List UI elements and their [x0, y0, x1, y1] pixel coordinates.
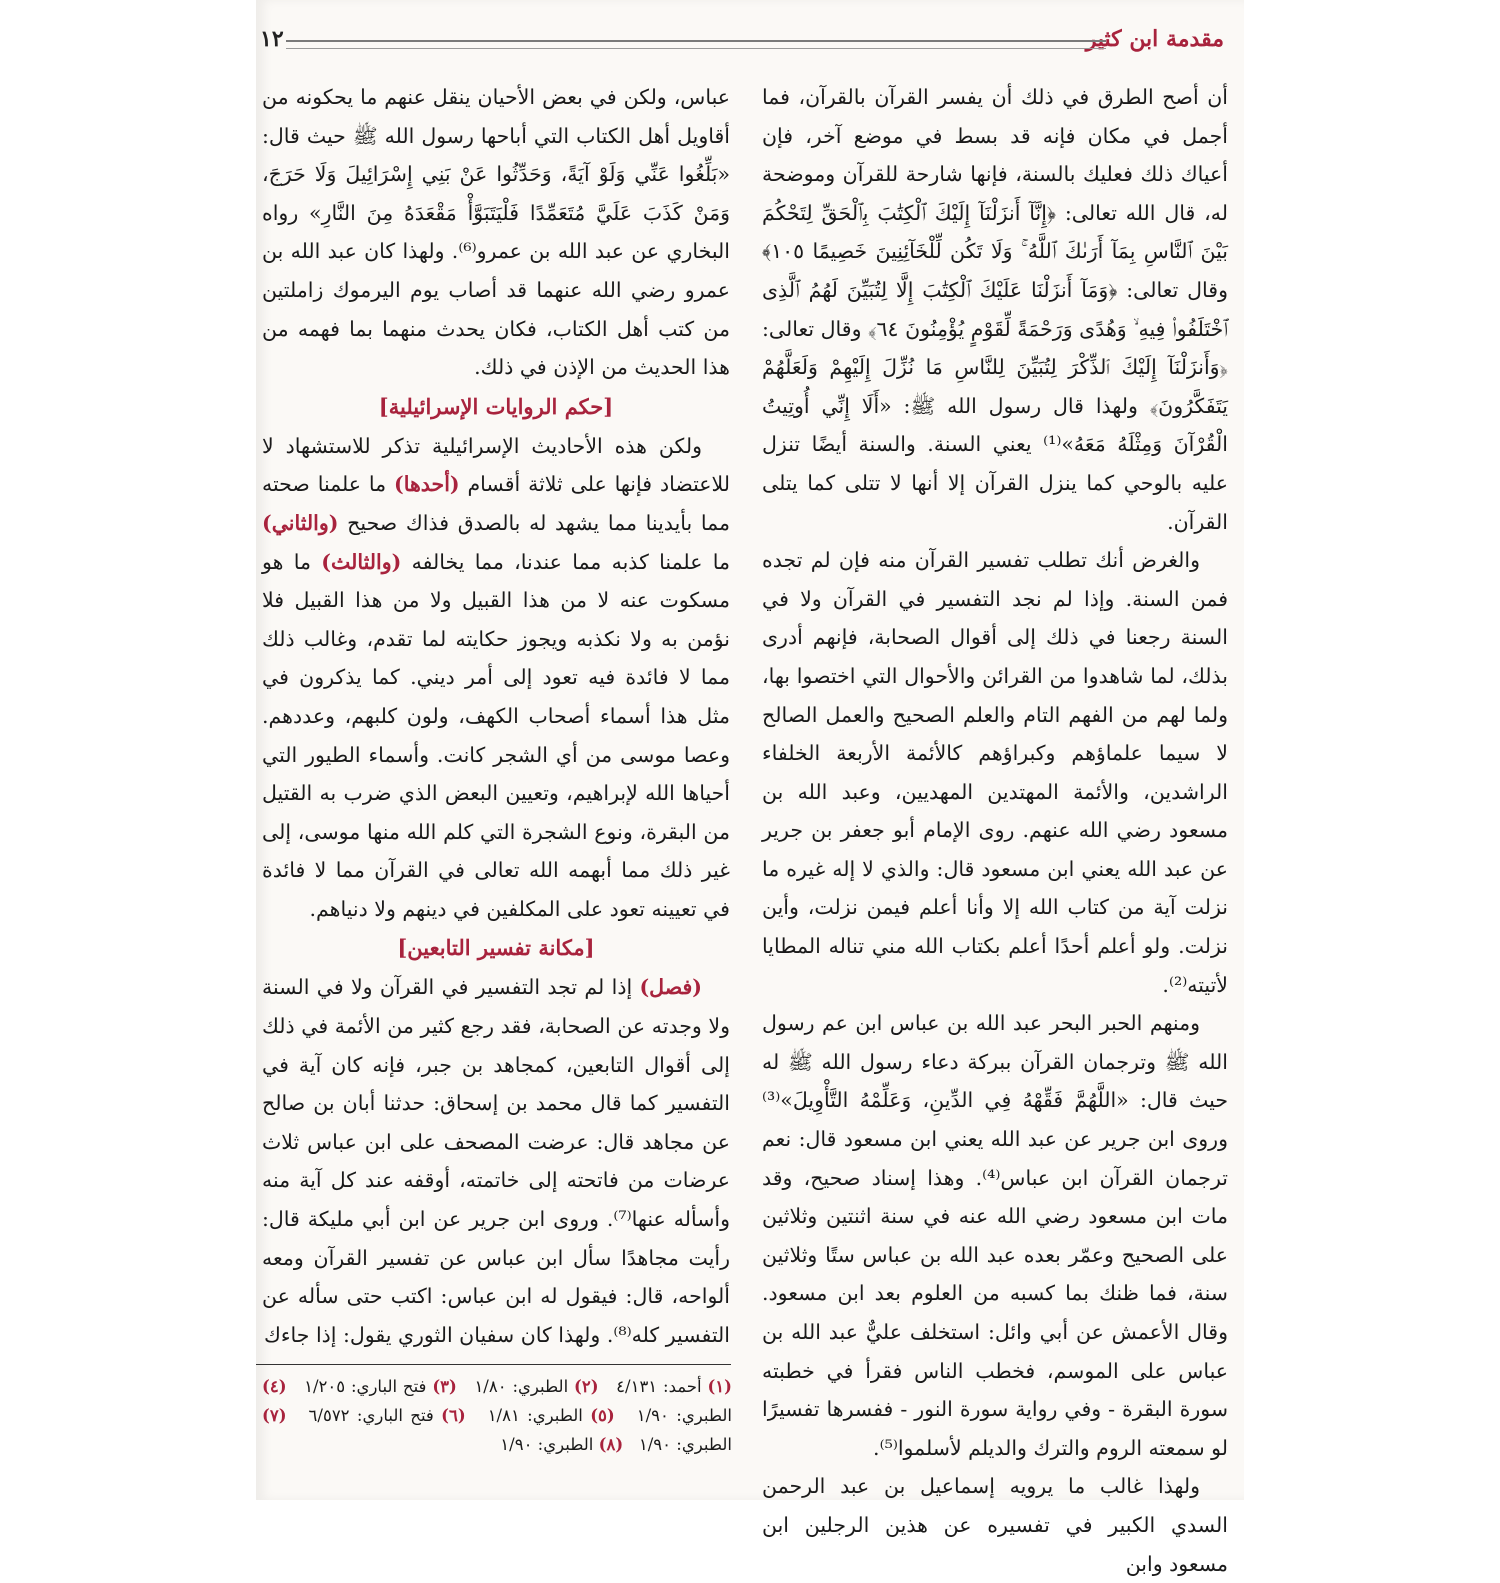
footnote-number: (٥) [590, 1406, 615, 1425]
paragraph [262, 427, 730, 929]
footnote-text: الطبري: ١/٩٠ [636, 1406, 732, 1425]
page-header [256, 26, 1244, 60]
running-title: مقدمة ابن كثير [1085, 26, 1224, 52]
footnotes [262, 1372, 732, 1459]
paragraph: عباس، ولكن في بعض الأحيان ينقل عنهم ما يحكونه من أقاويل أهل الكتاب التي أباحها رسول الله ﷺ حيث قال: «بَلِّغُوا عَنِّي وَلَوْ آيَةً، وَحَدِّثُوا عَنْ بَنِي إِسْرَائِيلَ وَلَا حَرَجَ، وَمَنْ كَذَبَ عَلَيَّ مُتَعَمِّدًا فَلْيَتَبَوَّأْ مَقْعَدَهُ مِنَ النَّارِ» رواه البخاري عن عبد الله بن عمرو⁽⁶⁾. ولهذا كان عبد الله بن عمرو رضي الله عنهما قد أصاب يوم اليرموك زاملتين من كتب أهل الكتاب، فكان يحدث منهما بما فهمه من هذا الحديث من الإذن في ذلك. [262, 85, 730, 380]
footnote-text: فتح الباري: ١/٢٠٥ [304, 1377, 427, 1396]
footnote-number: (٨) [598, 1435, 624, 1454]
keyword-fasl: (فصل) [639, 975, 702, 1000]
page-number: ١٢ [260, 26, 284, 52]
footnote-text: أحمد: ٤/١٣١ [616, 1377, 702, 1396]
footnote-text: الطبري: ١/٨١ [487, 1406, 583, 1425]
footnote-number: (١) [707, 1377, 732, 1396]
paragraph [262, 968, 730, 1354]
footnote-number: (٤) [262, 1377, 287, 1396]
book-page [256, 0, 1244, 1576]
footnote-number: (٧) [262, 1406, 287, 1425]
footnote-number: (٢) [574, 1377, 599, 1396]
text-run: ما علمنا صحته مما بأيدينا مما يشهد له بالصدق فذاك صحيح [262, 472, 730, 535]
footnote-number: (٣) [432, 1377, 457, 1396]
paragraph: والغرض أنك تطلب تفسير القرآن منه فإن لم تجده فمن السنة. وإذا لم نجد التفسير في القرآن ولا في السنة رجعنا في ذلك إلى أقوال الصحابة، فإنهم أدرى بذلك، لما شاهدوا من القرائن والأحوال التي اختصوا بها، ولما لهم من الفهم التام والعلم الصحيح والعمل الصالح لا سيما علماؤهم وكبراؤهم كالأئمة الأربعة الخلفاء الراشدين، والأئمة المهتدين المهديين، وعبد الله بن مسعود رضي الله عنهم. روى الإمام أبو جعفر بن جرير عن عبد الله يعني ابن مسعود قال: والذي لا إله غيره ما نزلت آية من كتاب الله إلا وأنا أعلم فيمن نزلت، وأين نزلت. ولو أعلم أحدًا أعلم بكتاب الله مني تناله المطايا لأتيته⁽²⁾. [762, 548, 1228, 997]
footnote-number: (٦) [441, 1406, 466, 1425]
footnote-text: الطبري: ١/٨٠ [474, 1377, 569, 1396]
footnote-text: فتح الباري: ٦/٥٧٢ [308, 1406, 434, 1425]
right-column [762, 78, 1228, 1583]
footnote-line [262, 1372, 732, 1459]
footnote-text: الطبري: ١/٩٠ [500, 1435, 594, 1454]
header-rule [286, 40, 1106, 49]
text-run: إذا لم تجد التفسير في القرآن ولا في السنة ولا وجدته عن الصحابة، فقد رجع كثير من الأئمة في ذلك إلى أقوال التابعين، كمجاهد بن جبر، فإنه كان آية في التفسير كما قال محمد بن إسحاق: حدثنا أبان بن صالح عن مجاهد قال: عرضت المصحف على ابن عباس ثلاث عرضات من فاتحته إلى خاتمته، أوقفه عند كل آية منه وأسأله عنها⁽⁷⁾. وروى ابن جرير عن ابن أبي مليكة قال: رأيت مجاهدًا سأل ابن عباس عن تفسير القرآن ومعه ألواحه، قال: فيقول له ابن عباس: اكتب حتى سأله عن التفسير كله⁽⁸⁾. ولهذا كان سفيان الثوري يقول: إذا جاءك [262, 975, 730, 1347]
section-heading: [مكانة تفسير التابعين] [397, 935, 595, 961]
footnote-text: الطبري: ١/٩٠ [638, 1435, 732, 1454]
paragraph: أن أصح الطرق في ذلك أن يفسر القرآن بالقرآن، فما أجمل في مكان فإنه قد بسط في موضع آخر، فإن أعياك ذلك فعليك بالسنة، فإنها شارحة للقرآن وموضحة له، قال الله تعالى: ﴿إِنَّآ أَنزَلْنَآ إِلَيْكَ ٱلْكِتَٰبَ بِٱلْحَقِّ لِتَحْكُمَ بَيْنَ ٱلنَّاسِ بِمَآ أَرَىٰكَ ٱللَّهُ ۚ وَلَا تَكُن لِّلْخَآئِنِينَ خَصِيمًا ١٠٥﴾ وقال تعالى: ﴿وَمَآ أَنزَلْنَا عَلَيْكَ ٱلْكِتَٰبَ إِلَّا لِتُبَيِّنَ لَهُمُ ٱلَّذِى ٱخْتَلَفُوا۟ فِيهِ ۙ وَهُدًى وَرَحْمَةً لِّقَوْمٍ يُؤْمِنُونَ ٦٤﴾ وقال تعالى: ﴿وَأَنزَلْنَآ إِلَيْكَ ٱلذِّكْرَ لِتُبَيِّنَ لِلنَّاسِ مَا نُزِّلَ إِلَيْهِمْ وَلَعَلَّهُمْ يَتَفَكَّرُونَ﴾ ولهذا قال رسول الله ﷺ: «أَلَا إِنِّي أُوتِيتُ الْقُرْآنَ وَمِثْلَهُ مَعَهُ»⁽¹⁾ يعني السنة. والسنة أيضًا تنزل عليه بالوحي كما ينزل القرآن إلا أنها لا تتلى كما يتلى القرآن. [762, 85, 1229, 534]
footnote-separator [256, 1364, 731, 1365]
text-run: ولكن هذه الأحاديث الإسرائيلية تذكر للاستشهاد لا للاعتضاد فإنها على ثلاثة أقسام [262, 433, 730, 497]
left-column [262, 78, 730, 1354]
text-run: ما هو مسكوت عنه لا من هذا القبيل ولا من هذا القبيل فلا نؤمن به ولا نكذبه ويجوز حكايته لما تقدم، وغالب ذلك مما لا فائدة فيه تعود إلى أمر ديني. كما يذكرون في مثل هذا أسماء أصحاب الكهف، ولون كلبهم، وعددهم. وعصا موسى من أي الشجر كانت. وأسماء الطيور التي أحياها الله لإبراهيم، وتعيين البعض الذي ضرب به القتيل من البقرة، ونوع الشجرة التي كلم الله منها موسى، إلى غير ذلك مما أبهمه الله تعالى في القرآن مما لا فائدة في تعيينه تعود على المكلفين في دينهم ولا دنياهم. [262, 549, 730, 921]
section-heading: [حكم الروايات الإسرائيلية] [378, 393, 614, 419]
keyword-third: (والثالث) [321, 549, 402, 574]
keyword-second: (والثاني) [262, 510, 339, 535]
text-run: ما علمنا كذبه مما عندنا، مما يخالفه [401, 549, 730, 574]
keyword-first: (أحدها) [394, 472, 460, 497]
paragraph: ومنهم الحبر البحر عبد الله بن عباس ابن عم رسول الله ﷺ وترجمان القرآن ببركة دعاء رسول الله ﷺ له حيث قال: «اللَّهُمَّ فَقِّهْهُ فِي الدِّينِ، وَعَلِّمْهُ التَّأْوِيلَ»⁽³⁾ وروى ابن جرير عن عبد الله يعني ابن مسعود قال: نعم ترجمان القرآن ابن عباس⁽⁴⁾. وهذا إسناد صحيح، وقد مات ابن مسعود رضي الله عنه في سنة اثنتين وثلاثين على الصحيح وعمّر بعده عبد الله بن عباس ستًا وثلاثين سنة، فما ظنك بما كسبه من العلوم بعد ابن مسعود. وقال الأعمش عن أبي وائل: استخلف عليٌّ عبد الله بن عباس على الموسم، فخطب الناس فقرأ في خطبته سورة البقرة - وفي رواية سورة النور - ففسرها تفسيرًا لو سمعته الروم والترك والديلم لأسلموا⁽⁵⁾. [762, 1011, 1228, 1460]
paragraph: ولهذا غالب ما يرويه إسماعيل بن عبد الرحمن السدي الكبير في تفسيره عن هذين الرجلين ابن مسعود وابن [762, 1474, 1228, 1576]
